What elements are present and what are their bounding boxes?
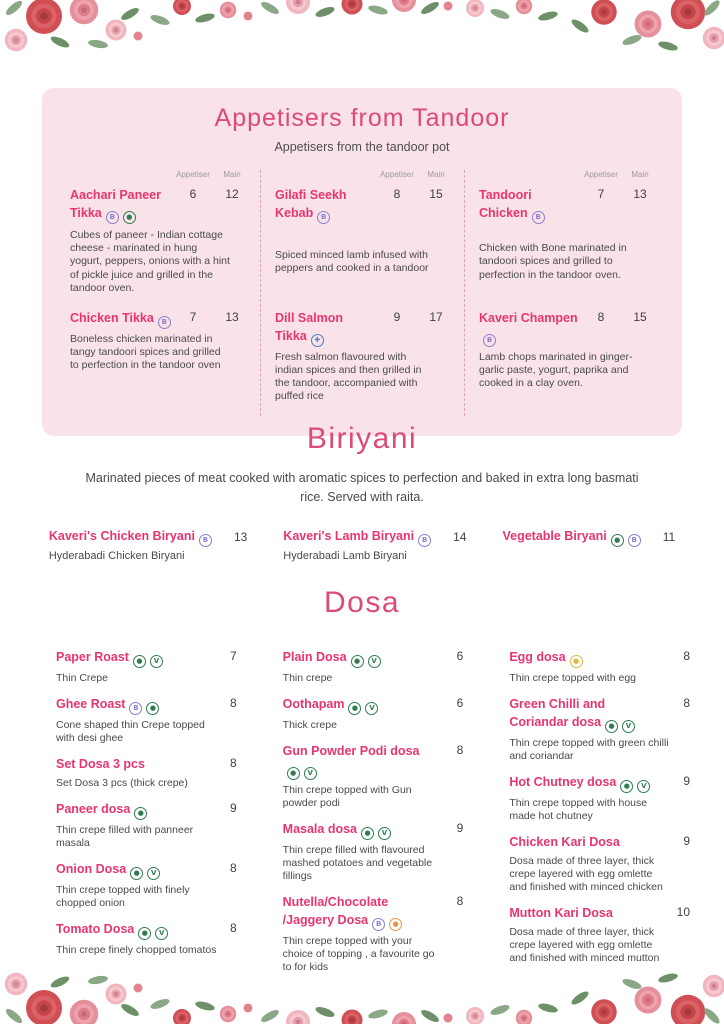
tandoor-column-1: [56, 170, 260, 416]
dairy-icon: B: [158, 316, 171, 329]
vegan-icon: V: [150, 655, 163, 668]
item-description: Dosa made of three layer, thick crepe layered with egg omlette and finished with minced mutton: [509, 926, 660, 965]
item-description: Set Dosa 3 pcs (thick crepe): [56, 777, 188, 790]
menu-item: [70, 186, 250, 296]
diet-icon-group: [154, 309, 171, 326]
dosa-column-2: [283, 648, 464, 984]
item-description: Spiced minced lamb infused with peppers and cooked in a tandoor: [275, 248, 429, 274]
item-name: Green Chilli and Coriandar dosa: [509, 697, 606, 730]
item-price-main: 15: [429, 187, 443, 201]
biriyani-items-row: [0, 527, 724, 562]
item-name: Ghee Roast: [56, 697, 126, 712]
item-name: Chicken Kari Dosa: [509, 835, 620, 850]
veg-icon: ●: [138, 927, 151, 940]
veg-icon: ●: [130, 867, 143, 880]
item-price-appetiser: 9: [393, 310, 401, 324]
vegan-icon: V: [368, 655, 381, 668]
price-header-main: Main: [223, 170, 241, 179]
item-price: 9: [229, 801, 237, 816]
dairy-icon: B: [628, 534, 641, 547]
diet-icon-group: [130, 800, 147, 817]
item-name-block: [56, 648, 237, 668]
item-description: Thin crepe filled with flavoured mashed potatoes and vegetable fillings: [282, 844, 433, 883]
item-price-appetiser: 8: [597, 310, 605, 324]
diet-icon-group: [307, 327, 324, 344]
item-name-block: [479, 186, 580, 224]
price-header: [479, 170, 658, 179]
dairy-icon: B: [418, 534, 431, 547]
menu-item: [479, 186, 658, 296]
diet-icon-group: [607, 527, 641, 547]
vegan-icon: V: [637, 780, 650, 793]
item-name: Gilafi Seekh Kebab: [275, 188, 347, 220]
menu-item: [56, 755, 237, 790]
veg-icon: ●: [348, 702, 361, 715]
item-name: Kaveri's Lamb Biryani: [283, 529, 415, 544]
veg-icon: ●: [287, 767, 300, 780]
item-description: Thin crepe topped with house made hot chutney: [509, 797, 648, 823]
tandoor-subtitle: Appetisers from the tandoor pot: [274, 140, 450, 154]
item-name-block: [509, 904, 690, 922]
item-price: 6: [456, 649, 464, 663]
vegan-icon: V: [622, 720, 635, 733]
vegan-icon: V: [155, 927, 168, 940]
item-price: 8: [456, 894, 464, 909]
item-name: Chicken Tikka: [70, 311, 154, 325]
item-name-block: [56, 860, 237, 880]
menu-item: [283, 648, 464, 685]
item-name-block: [502, 527, 675, 547]
item-name: Paneer dosa: [56, 802, 131, 817]
item-name-block: [70, 186, 172, 224]
diet-icon-group: [347, 648, 381, 665]
biriyani-section: [0, 422, 724, 562]
price-header: [70, 170, 250, 179]
menu-item: [56, 860, 237, 910]
diet-icon-group: [102, 204, 136, 221]
menu-item: [283, 893, 464, 974]
item-name: Hot Chutney dosa: [509, 775, 617, 790]
item-name: Oothapam: [282, 697, 345, 712]
dairy-icon: B: [199, 534, 212, 547]
item-description: Thin crepe finely chopped tomatos: [56, 944, 217, 957]
nuts-icon: ●: [389, 918, 402, 931]
item-price-appetiser: 8: [393, 187, 401, 201]
diet-icon-group: [344, 695, 378, 712]
dosa-column-1: [56, 648, 237, 984]
item-name-block: [509, 773, 690, 793]
dairy-icon: B: [106, 211, 119, 224]
item-description: Dosa made of three layer, thick crepe layered with egg omlette and finished with minced chicken: [509, 855, 663, 894]
item-price-appetiser: 7: [597, 187, 605, 201]
item-price: 14: [453, 529, 467, 544]
menu-item: [479, 309, 658, 390]
item-description: Thin crepe topped with Gun powder podi: [282, 784, 412, 810]
dairy-icon: B: [532, 211, 545, 224]
dairy-icon: B: [372, 918, 385, 931]
item-name: Dill Salmon Tikka: [275, 311, 344, 343]
item-price: 7: [229, 649, 237, 663]
diet-icon-group: [126, 860, 160, 877]
item-price: 9: [683, 774, 690, 789]
item-name: Kaveri Champen: [479, 311, 578, 325]
tandoor-column-2: [260, 170, 464, 416]
item-price: 13: [233, 529, 248, 544]
diet-icon-group: [528, 204, 545, 221]
price-header-appetiser: Appetiser: [584, 170, 618, 179]
vegan-icon: V: [365, 702, 378, 715]
floral-border-bottom: [0, 964, 724, 1024]
item-description: Thick crepe: [282, 719, 337, 732]
item-price: 9: [456, 821, 464, 836]
menu-item: [283, 820, 464, 883]
price-header-appetiser: Appetiser: [380, 170, 414, 179]
item-description: Thin crepe topped with egg: [509, 672, 636, 684]
price-header-main: Main: [427, 170, 445, 179]
menu-item: [502, 527, 675, 562]
item-description: Chicken with Bone marinated in tandoori spices and grilled to perfection in the tandoor oven.: [479, 242, 627, 281]
item-name: Aachari Paneer Tikka: [70, 188, 162, 220]
item-description: Lamb chops marinated in ginger-garlic paste, yogurt, paprika and cooked in a clay oven.: [479, 351, 633, 390]
item-name: Kaveri's Chicken Biryani: [48, 529, 195, 544]
price-header: [275, 170, 454, 179]
item-price: 8: [229, 921, 237, 936]
item-price: 10: [676, 905, 690, 920]
item-name-block: [56, 755, 237, 773]
item-description: Boneless chicken marinated in tangy tandoori spices and grilled to perfection in the tandoor oven: [70, 333, 221, 372]
menu-item: [283, 742, 464, 810]
diet-icon-group: [195, 527, 212, 547]
item-price: 8: [229, 756, 237, 771]
menu-item: [509, 648, 690, 685]
veg-icon: ●: [146, 702, 159, 715]
dosa-grid: [0, 648, 724, 984]
item-price-main: 12: [225, 187, 239, 201]
item-price: 8: [683, 649, 690, 663]
item-name: Set Dosa 3 pcs: [56, 757, 145, 772]
veg-icon: ●: [361, 827, 374, 840]
vegan-icon: V: [378, 827, 391, 840]
item-name-block: [283, 527, 466, 547]
item-description: Hyderabadi Lamb Biryani: [283, 549, 407, 562]
item-name-block: [56, 800, 237, 820]
item-name-block: [283, 820, 464, 840]
veg-icon: ●: [605, 720, 618, 733]
menu-item: [509, 904, 690, 965]
item-name-block: [509, 833, 690, 851]
item-name: Gun Powder Podi dosa: [282, 744, 420, 759]
item-price-main: 17: [429, 310, 443, 324]
menu-item: [509, 773, 690, 823]
veg-icon: ●: [133, 655, 146, 668]
menu-item: [70, 309, 250, 372]
item-price: 8: [229, 696, 237, 711]
item-price: 11: [662, 529, 676, 544]
item-name-block: [49, 527, 247, 547]
item-price-main: 13: [633, 187, 647, 201]
diet-icon-group: [368, 911, 402, 928]
item-name-block: [56, 695, 237, 715]
item-description: Fresh salmon flavoured with indian spices and then grilled in the tandoor, accompanied with puffed rice: [275, 351, 422, 403]
tandoor-section: [42, 88, 682, 436]
item-description: Thin Crepe: [56, 672, 108, 684]
item-price: 9: [683, 834, 690, 849]
veg-icon: ●: [134, 807, 147, 820]
item-name-block: [275, 309, 376, 347]
item-name: Plain Dosa: [282, 650, 347, 664]
item-price: 8: [229, 861, 237, 876]
item-name-block: [283, 893, 464, 931]
item-name: Tandoori Chicken: [479, 188, 532, 220]
item-price-appetiser: 6: [189, 187, 197, 201]
item-name: Paper Roast: [56, 650, 129, 664]
item-description: Cubes of paneer - Indian cottage cheese - marinated in hung yogurt, peppers, onions with a hint of pickle juice and grilled in the tandoor oven.: [70, 229, 230, 294]
item-name-block: [479, 309, 580, 347]
diet-icon-group: [601, 713, 635, 730]
tandoor-grid: [56, 170, 668, 416]
item-name-block: [70, 309, 172, 329]
diet-icon-group: [357, 820, 391, 837]
menu-item: [56, 695, 237, 745]
item-description: Thin crepe topped with your choice of topping , a favourite go to for kids: [282, 935, 435, 974]
item-name-block: [283, 648, 464, 668]
menu-item: [56, 800, 237, 850]
dairy-icon: B: [483, 334, 496, 347]
veg-icon: ●: [620, 780, 633, 793]
item-description: Hyderabadi Chicken Biryani: [48, 549, 185, 562]
floral-border-top: [0, 0, 724, 58]
item-name-block: [283, 742, 464, 780]
item-price: 6: [456, 696, 464, 711]
item-name-block: [56, 920, 237, 940]
dosa-column-3: [509, 648, 690, 984]
price-header-main: Main: [631, 170, 649, 179]
menu-item: [275, 309, 454, 403]
veg-icon: ●: [123, 211, 136, 224]
menu-item: [509, 695, 690, 763]
item-name: Masala dosa: [282, 822, 357, 837]
item-name: Egg dosa: [509, 650, 566, 664]
menu-item: [509, 833, 690, 894]
item-description: Thin crepe: [282, 672, 333, 684]
menu-item: [283, 527, 466, 562]
dairy-icon: B: [317, 211, 330, 224]
egg-icon: ●: [570, 655, 583, 668]
item-name-block: [509, 648, 690, 668]
diet-icon-group: [134, 920, 168, 937]
dosa-section: [0, 586, 724, 984]
dosa-title: Dosa: [323, 586, 401, 619]
item-price-appetiser: 7: [189, 310, 197, 324]
diet-icon-group: [283, 760, 317, 777]
item-name: Tomato Dosa: [56, 922, 135, 937]
menu-item: [283, 695, 464, 732]
tandoor-column-3: [464, 170, 668, 416]
item-description: Thin crepe topped with finely chopped onion: [56, 884, 190, 910]
dairy-icon: B: [129, 702, 142, 715]
diet-icon-group: [313, 204, 330, 221]
diet-icon-group: [129, 648, 163, 665]
veg-icon: ●: [611, 534, 624, 547]
item-name: Onion Dosa: [56, 862, 127, 877]
biriyani-title: Biriyani: [306, 422, 418, 455]
vegan-icon: V: [147, 867, 160, 880]
veg-icon: ●: [351, 655, 364, 668]
item-name: Vegetable Biryani: [502, 529, 607, 544]
item-price: 8: [456, 743, 464, 758]
fish-icon: ✚: [311, 334, 324, 347]
item-name-block: [283, 695, 464, 715]
diet-icon-group: [125, 695, 159, 712]
biriyani-description: Marinated pieces of meat cooked with aromatic spices to perfection and baked in extra long basmati rice. Served with raita.: [85, 471, 639, 504]
tandoor-title: Appetisers from Tandoor: [214, 104, 510, 132]
item-description: Thin crepe filled with panneer masala: [56, 824, 194, 850]
vegan-icon: V: [304, 767, 317, 780]
menu-item: [56, 648, 237, 685]
item-price-main: 13: [225, 310, 239, 324]
item-price-main: 15: [633, 310, 647, 324]
diet-icon-group: [479, 327, 496, 344]
diet-icon-group: [414, 527, 431, 547]
item-name-block: [275, 186, 376, 224]
item-description: Thin crepe topped with green chilli and coriandar: [509, 737, 669, 763]
menu-item: [275, 186, 454, 296]
item-name: Mutton Kari Dosa: [509, 906, 613, 921]
item-name: Nutella/Chocolate /Jaggery Dosa: [282, 895, 389, 928]
item-price: 8: [683, 696, 690, 711]
price-header-appetiser: Appetiser: [176, 170, 210, 179]
diet-icon-group: [616, 773, 650, 790]
menu-item: [56, 920, 237, 957]
item-description: Cone shaped thin Crepe topped with desi ghee: [56, 719, 205, 745]
item-name-block: [509, 695, 690, 733]
menu-item: [49, 527, 247, 562]
diet-icon-group: [566, 648, 583, 665]
